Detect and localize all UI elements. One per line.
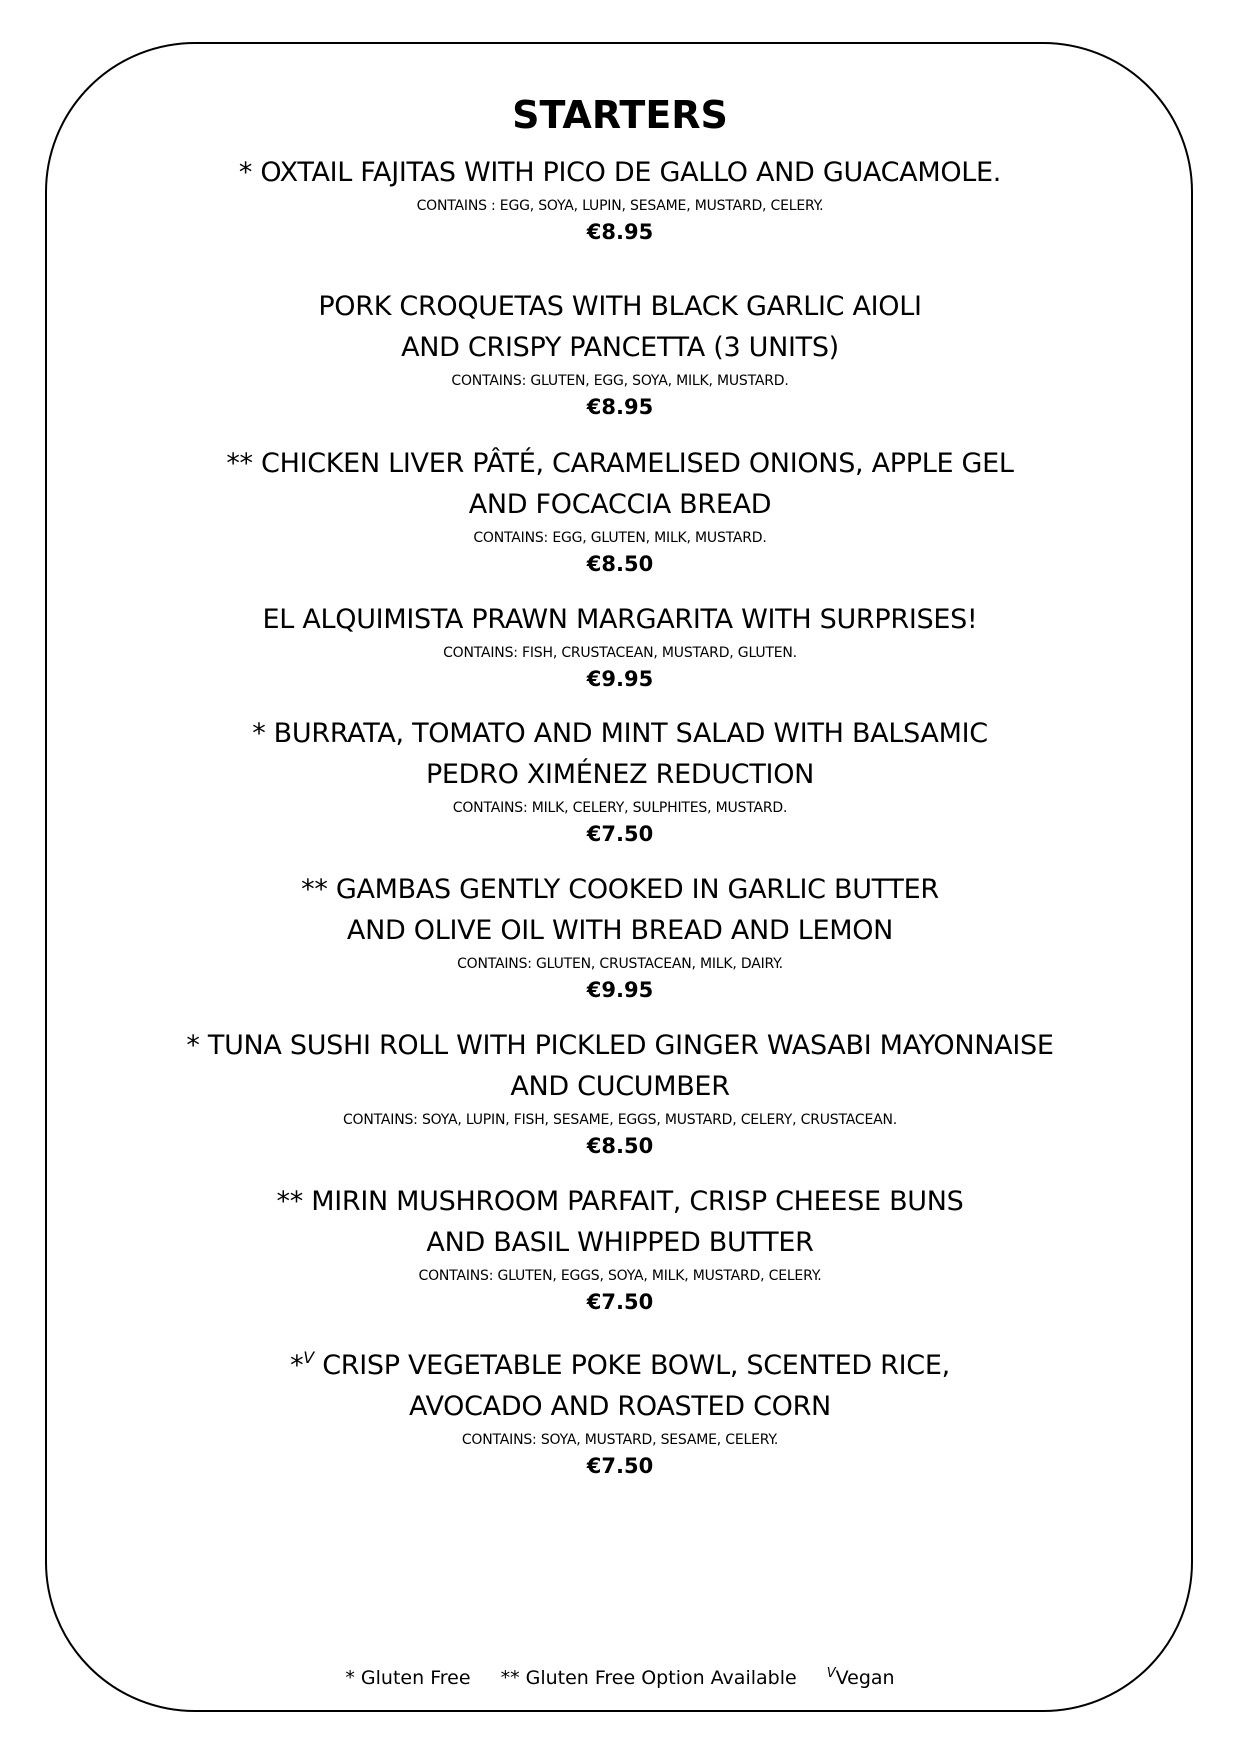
item-name-line: * BURRATA, TOMATO AND MINT SALAD WITH BALSAMIC [252, 718, 988, 749]
item-name [0, 1337, 1240, 1427]
legend-vegan-label: Vegan [835, 1667, 895, 1689]
item-price: €7.50 [586, 822, 654, 846]
menu-item [0, 443, 1240, 579]
item-name [0, 152, 1240, 193]
legend-gluten-free: * Gluten Free [345, 1667, 471, 1689]
item-price: €8.50 [586, 1134, 654, 1158]
item-name [0, 713, 1240, 795]
item-allergens: CONTAINS: EGG, GLUTEN, MILK, MUSTARD. [473, 530, 767, 546]
item-name [0, 443, 1240, 525]
item-name-line: ** GAMBAS GENTLY COOKED IN GARLIC BUTTER [301, 874, 939, 905]
item-name-line: AND FOCACCIA BREAD [468, 489, 772, 520]
menu-item [0, 713, 1240, 849]
item-allergens: CONTAINS: SOYA, MUSTARD, SESAME, CELERY. [461, 1432, 779, 1448]
vegan-mark: V [826, 1666, 836, 1681]
item-price: €8.95 [586, 220, 654, 244]
item-name [0, 869, 1240, 951]
gluten-free-mark: * [290, 1350, 304, 1381]
item-price: €7.50 [586, 1454, 654, 1478]
item-allergens: CONTAINS: GLUTEN, EGGS, SOYA, MILK, MUSTARD, CELERY. [418, 1268, 822, 1284]
item-name [0, 599, 1240, 640]
item-name-line: * TUNA SUSHI ROLL WITH PICKLED GINGER WASABI MAYONNAISE [186, 1030, 1054, 1061]
item-name-line: AND BASIL WHIPPED BUTTER [426, 1227, 814, 1258]
item-allergens: CONTAINS: GLUTEN, EGG, SOYA, MILK, MUSTARD. [451, 373, 789, 389]
item-name-line: AND OLIVE OIL WITH BREAD AND LEMON [346, 915, 894, 946]
item-allergens: CONTAINS : EGG, SOYA, LUPIN, SESAME, MUSTARD, CELERY. [416, 198, 824, 214]
item-allergens: CONTAINS: GLUTEN, CRUSTACEAN, MILK, DAIRY. [457, 956, 783, 972]
item-price: €9.95 [586, 978, 654, 1002]
item-name-line: PEDRO XIMÉNEZ REDUCTION [425, 759, 815, 790]
item-name-line: PORK CROQUETAS WITH BLACK GARLIC AIOLI [318, 291, 922, 322]
item-allergens: CONTAINS: FISH, CRUSTACEAN, MUSTARD, GLUTEN. [443, 645, 797, 661]
menu-item [0, 599, 1240, 694]
legend-vegan [827, 1667, 895, 1689]
item-name-line: AND CRISPY PANCETTA (3 UNITS) [401, 332, 839, 363]
item-name-line: AVOCADO AND ROASTED CORN [409, 1391, 831, 1422]
item-name-line: ** MIRIN MUSHROOM PARFAIT, CRISP CHEESE BUNS [276, 1186, 964, 1217]
item-price: €8.50 [586, 552, 654, 576]
vegan-mark: V [303, 1348, 314, 1367]
menu-item [0, 1337, 1240, 1481]
menu-item [0, 152, 1240, 247]
menu-item [0, 869, 1240, 1005]
item-name-text: CRISP VEGETABLE POKE BOWL, SCENTED RICE, [313, 1350, 950, 1381]
item-price: €9.95 [586, 667, 654, 691]
item-name [0, 1181, 1240, 1263]
menu-title: STARTERS [512, 93, 728, 137]
menu-item [0, 286, 1240, 422]
item-allergens: CONTAINS: MILK, CELERY, SULPHITES, MUSTARD. [452, 800, 788, 816]
menu-item [0, 1181, 1240, 1317]
item-price: €7.50 [586, 1290, 654, 1314]
item-name-line: * OXTAIL FAJITAS WITH PICO DE GALLO AND GUACAMOLE. [238, 157, 1002, 188]
item-name-line: ** CHICKEN LIVER PÂTÉ, CARAMELISED ONIONS, APPLE GEL [226, 448, 1014, 479]
item-allergens: CONTAINS: SOYA, LUPIN, FISH, SESAME, EGGS, MUSTARD, CELERY, CRUSTACEAN. [342, 1112, 898, 1128]
item-name-line [0, 1337, 1240, 1386]
menu-item [0, 1025, 1240, 1161]
item-name-line: EL ALQUIMISTA PRAWN MARGARITA WITH SURPRISES! [262, 604, 978, 635]
item-name [0, 1025, 1240, 1107]
item-name-line: AND CUCUMBER [510, 1071, 730, 1102]
item-price: €8.95 [586, 395, 654, 419]
dietary-legend [0, 1660, 1240, 1692]
legend-gluten-free-option: ** Gluten Free Option Available [500, 1667, 797, 1689]
item-name [0, 286, 1240, 368]
